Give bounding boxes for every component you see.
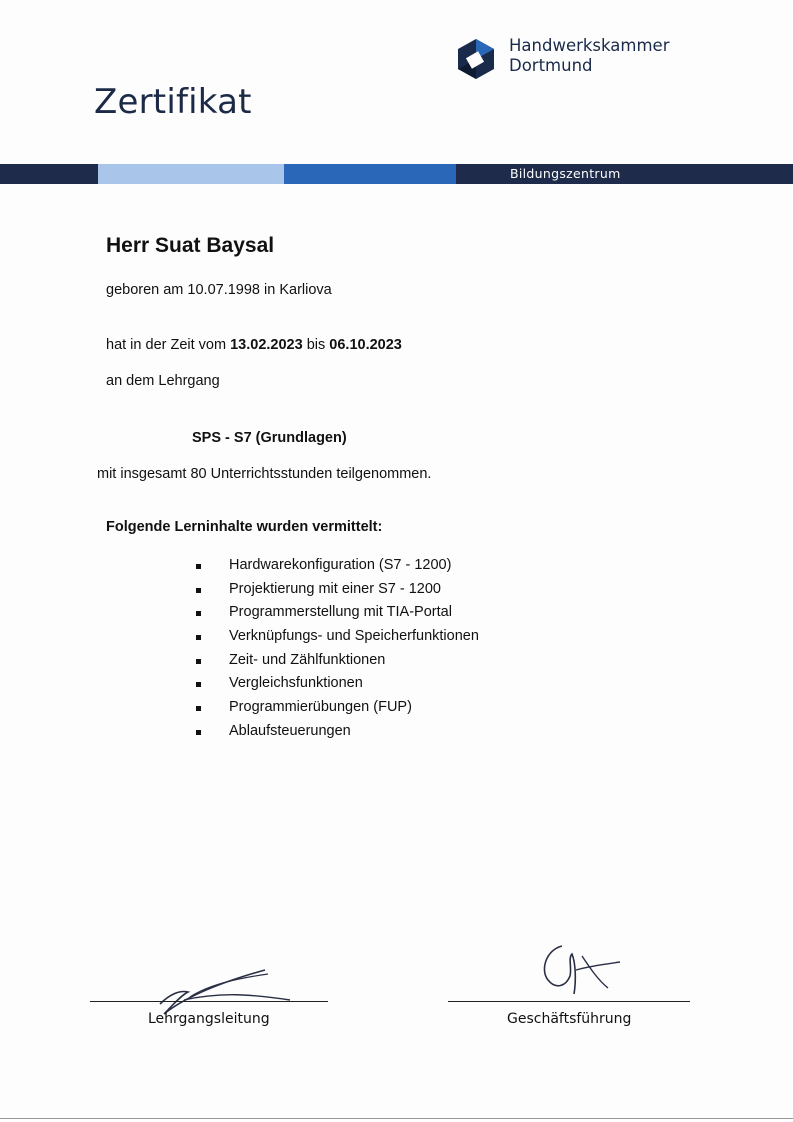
period-prefix: hat in der Zeit vom — [106, 337, 227, 353]
course-intro: an dem Lehrgang — [106, 373, 220, 389]
period-mid: bis — [306, 337, 326, 353]
hwk-logo-icon — [455, 38, 497, 80]
birth-info: geboren am 10.07.1998 in Karliova — [106, 282, 332, 298]
bullet-icon — [196, 659, 201, 664]
topic-text: Ablaufsteuerungen — [229, 722, 351, 739]
band-segment-mid-blue — [284, 164, 456, 184]
signature-label-left: Lehrgangsleitung — [148, 1011, 270, 1027]
band-segment-navy — [0, 164, 98, 184]
header-band — [0, 164, 793, 184]
bullet-icon — [196, 635, 201, 640]
bullet-icon — [196, 730, 201, 735]
topic-text: Hardwarekonfiguration (S7 - 1200) — [229, 557, 452, 573]
bullet-icon — [196, 588, 201, 593]
band-label: Bildungszentrum — [510, 166, 621, 181]
signature-right — [536, 936, 626, 1002]
signature-label-right: Geschäftsführung — [507, 1011, 632, 1027]
topic-text: Programmerstellung mit TIA-Portal — [229, 604, 452, 621]
bullet-icon — [196, 564, 201, 569]
bullet-icon — [196, 706, 201, 711]
topic-text: Zeit- und Zählfunktionen — [229, 651, 386, 668]
bullet-icon — [196, 611, 201, 616]
org-name-line2: Dortmund — [509, 56, 593, 75]
course-period — [106, 337, 402, 353]
recipient-name: Herr Suat Baysal — [106, 234, 275, 257]
topic-text: Vergleichsfunktionen — [229, 675, 363, 692]
contents-title: Folgende Lerninhalte wurden vermittelt: — [106, 519, 383, 535]
period-end: 06.10.2023 — [329, 337, 402, 353]
topic-text: Programmierübungen (FUP) — [229, 699, 412, 716]
bottom-rule — [0, 1118, 793, 1119]
signature-line-left — [90, 1001, 328, 1002]
bullet-icon — [196, 682, 201, 687]
hours-text: mit insgesamt 80 Unterrichtsstunden teilgenommen. — [97, 466, 432, 482]
org-name — [509, 36, 670, 76]
band-segment-light-blue — [98, 164, 284, 184]
signature-line-right — [448, 1001, 690, 1002]
topic-text: Verknüpfungs- und Speicherfunktionen — [229, 628, 479, 645]
hwk-logo — [455, 36, 685, 86]
period-start: 13.02.2023 — [230, 337, 303, 353]
topic-text: Projektierung mit einer S7 - 1200 — [229, 580, 441, 597]
page-title: Zertifikat — [94, 82, 252, 122]
band-segment-navy-right — [456, 164, 793, 184]
org-name-line1: Handwerkskammer — [509, 36, 670, 55]
course-name: SPS - S7 (Grundlagen) — [192, 430, 347, 446]
